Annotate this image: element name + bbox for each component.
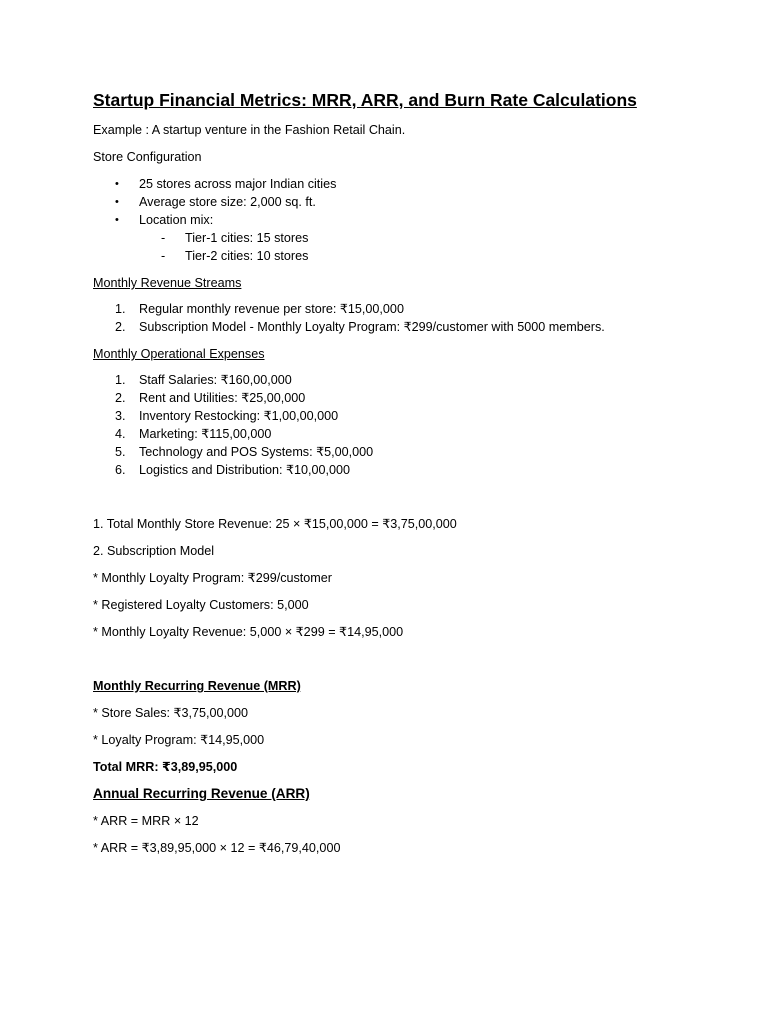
arr-heading: Annual Recurring Revenue (ARR): [93, 786, 310, 801]
dash-icon: -: [161, 249, 166, 263]
list-item: [93, 443, 733, 461]
bullet-icon: •: [115, 214, 119, 226]
mrr-loyalty-line: * Loyalty Program: ₹14,95,000: [93, 733, 265, 747]
location-mix-list: [93, 229, 733, 265]
document-page: [93, 88, 733, 866]
mrr-heading: Monthly Recurring Revenue (MRR): [93, 679, 301, 693]
arr-formula-line: * ARR = MRR × 12: [93, 814, 199, 828]
list-item-text: Technology and POS Systems: ₹5,00,000: [139, 445, 374, 459]
list-item-text: Staff Salaries: ₹160,00,000: [139, 373, 292, 387]
list-item: [93, 229, 733, 247]
list-item: [93, 175, 733, 193]
subscription-model-line: 2. Subscription Model: [93, 544, 215, 558]
list-item-text: Average store size: 2,000 sq. ft.: [139, 195, 316, 209]
list-number: 3.: [115, 409, 126, 423]
list-item-text: 25 stores across major Indian cities: [139, 177, 337, 191]
loyalty-revenue-line: * Monthly Loyalty Revenue: 5,000 × ₹299 = ₹14,95,000: [93, 625, 404, 639]
list-item-text: Logistics and Distribution: ₹10,00,000: [139, 463, 351, 477]
store-configuration-list: [93, 175, 733, 229]
arr-calculation-line: * ARR = ₹3,89,95,000 × 12 = ₹46,79,40,000: [93, 841, 341, 855]
loyalty-program-line: * Monthly Loyalty Program: ₹299/customer: [93, 571, 332, 585]
list-number: 2.: [115, 391, 126, 405]
list-item: [93, 247, 733, 265]
example-line: Example : A startup venture in the Fashion Retail Chain.: [93, 123, 406, 137]
registered-customers-line: * Registered Loyalty Customers: 5,000: [93, 598, 309, 612]
list-item: [93, 211, 733, 229]
document-title: Startup Financial Metrics: MRR, ARR, and Burn Rate Calculations: [93, 90, 637, 110]
list-number: 2.: [115, 320, 126, 334]
list-item: [93, 425, 733, 443]
list-item-text: Marketing: ₹115,00,000: [139, 427, 272, 441]
list-number: 5.: [115, 445, 126, 459]
list-item-text: Regular monthly revenue per store: ₹15,00,000: [139, 302, 404, 316]
list-item: [93, 389, 733, 407]
total-mrr-line: Total MRR: ₹3,89,95,000: [93, 760, 238, 774]
revenue-streams-list: [93, 300, 733, 336]
list-item-text: Inventory Restocking: ₹1,00,00,000: [139, 409, 339, 423]
total-store-revenue-line: 1. Total Monthly Store Revenue: 25 × ₹15,00,000 = ₹3,75,00,000: [93, 517, 457, 531]
list-item: [93, 407, 733, 425]
dash-icon: -: [161, 231, 166, 245]
list-item: [93, 193, 733, 211]
bullet-icon: •: [115, 178, 119, 190]
list-item: [93, 461, 733, 479]
list-item: [93, 371, 733, 389]
list-number: 1.: [115, 373, 126, 387]
list-number: 1.: [115, 302, 126, 316]
mrr-store-sales-line: * Store Sales: ₹3,75,00,000: [93, 706, 249, 720]
bullet-icon: •: [115, 196, 119, 208]
list-item-text: Tier-1 cities: 15 stores: [185, 231, 309, 245]
list-number: 6.: [115, 463, 126, 477]
list-item-text: Rent and Utilities: ₹25,00,000: [139, 391, 306, 405]
list-item: [93, 300, 733, 318]
store-configuration-heading: Store Configuration: [93, 150, 202, 164]
monthly-operational-expenses-heading: Monthly Operational Expenses: [93, 347, 265, 361]
monthly-revenue-streams-heading: Monthly Revenue Streams: [93, 276, 242, 290]
list-item-text: Subscription Model - Monthly Loyalty Program: ₹299/customer with 5000 members.: [139, 320, 605, 334]
list-item-text: Location mix:: [139, 213, 214, 227]
list-item: [93, 318, 733, 336]
list-number: 4.: [115, 427, 126, 441]
operational-expenses-list: [93, 371, 733, 479]
list-item-text: Tier-2 cities: 10 stores: [185, 249, 309, 263]
